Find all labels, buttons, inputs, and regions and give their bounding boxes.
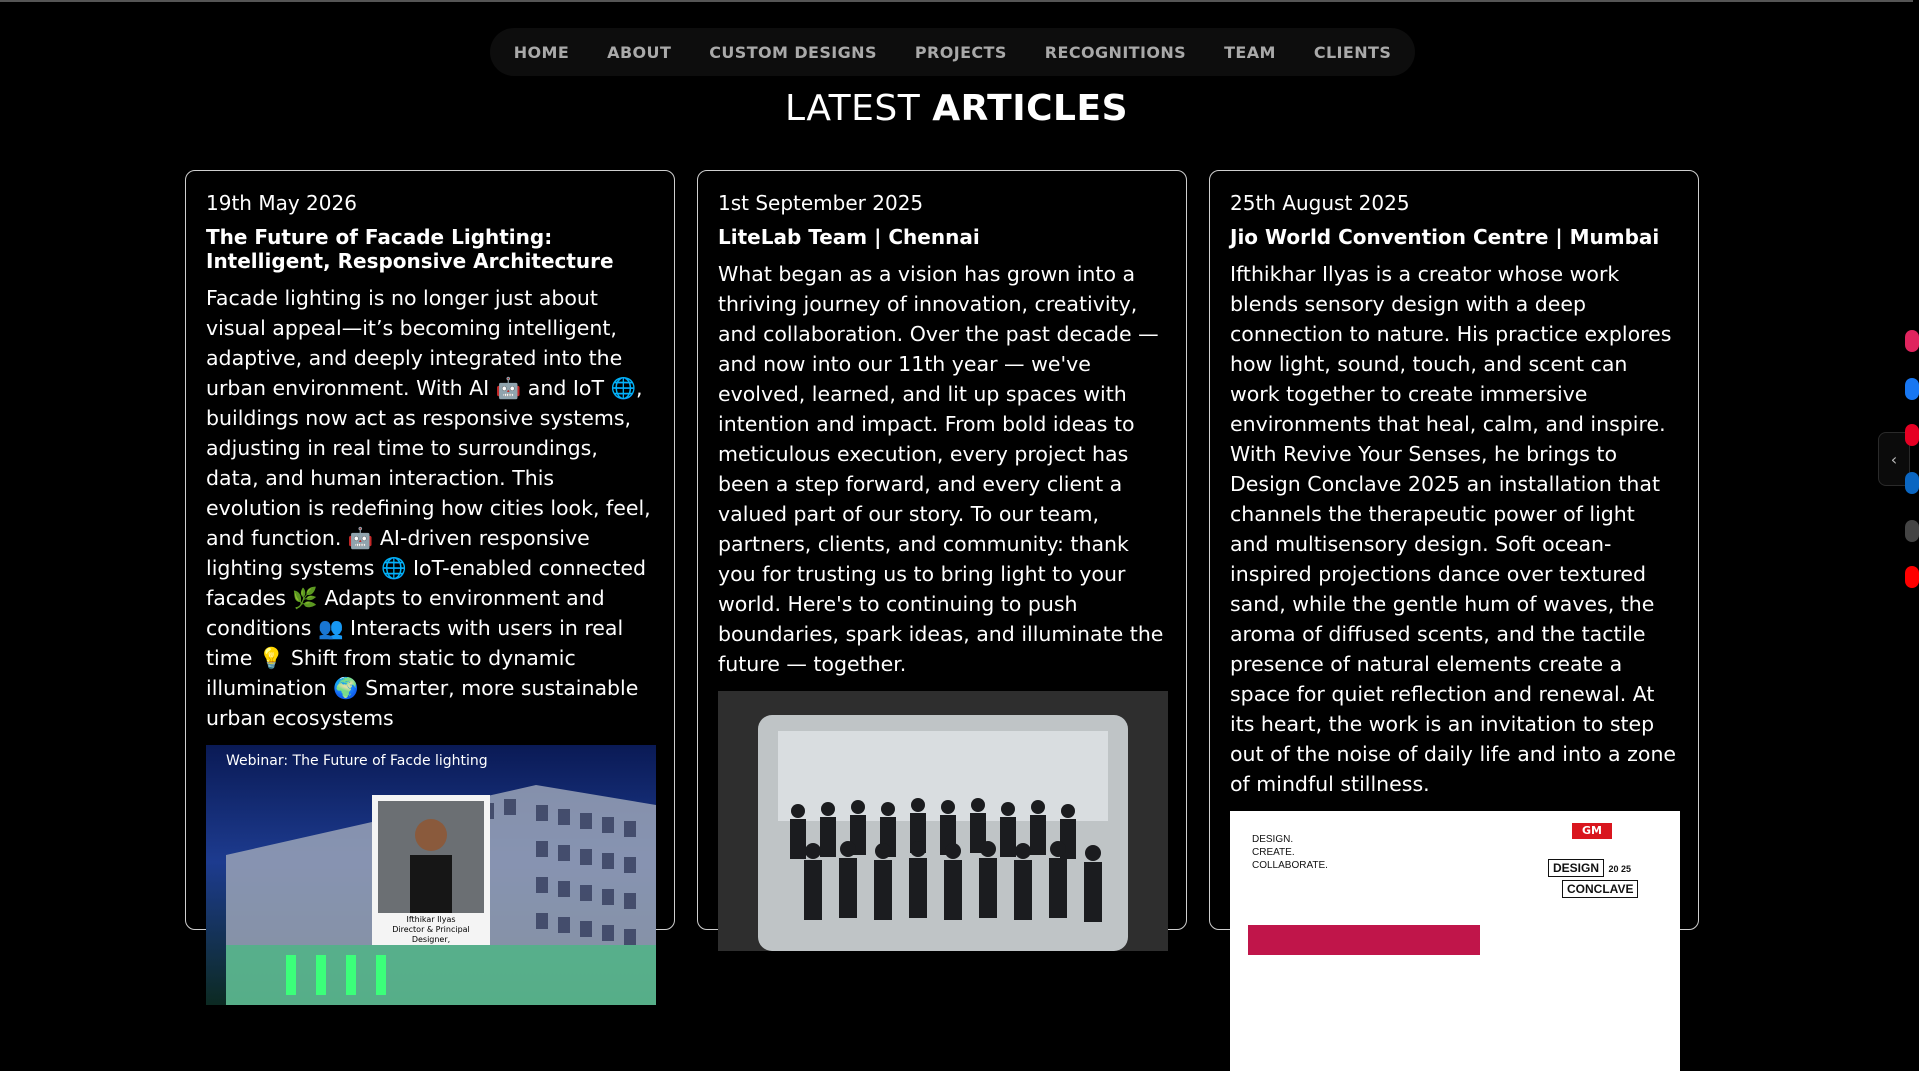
article-title[interactable]: LiteLab Team | Chennai (718, 225, 980, 249)
poster-tagline: CREATE. (1252, 847, 1295, 858)
article-card[interactable] (1209, 170, 1699, 930)
poster-event-line2: CONCLAVE (1562, 880, 1638, 898)
section-heading (0, 88, 1913, 129)
article-body-text: Ifthikhar Ilyas is a creator whose work blends sensory design with a deep connection to nature. His practice explores how light, sound, touch, and scent can work together to create immersive environments that heal, calm, and inspire. With Revive Your Senses, he brings to Design Conclave 2025 an installation that channels the therapeutic power of light and multisensory design. Soft ocean-inspired projections dance over textured sand, while the gentle hum of waves, the aroma of diffused scents, and the tactile presence of natural elements create a space for quiet reflection and renewal. At its heart, the work is an invitation to step out of the noise of daily life and into a zone of mindful stillness. (1230, 262, 1677, 796)
nav-recognitions[interactable]: RECOGNITIONS (1044, 42, 1187, 62)
instagram-icon[interactable] (1905, 330, 1919, 352)
nav-team[interactable]: TEAM (1224, 42, 1276, 62)
article-date: 1st September 2025 (718, 191, 924, 215)
linkedin-icon[interactable] (1905, 472, 1919, 494)
nav-projects[interactable]: PROJECTS (914, 42, 1007, 62)
article-date: 19th May 2026 (206, 191, 357, 215)
article-body-text: What began as a vision has grown into a thriving journey of innovation, creativity, and collaboration. Over the past decade — and now into our 11th year — we've evolved, learned, and lit up spaces with intention and impact. From bold ideas to meticulous execution, every project has been a step forward, and every client a valued part of our story. To our team, partners, clients, and community: thank you for trusting us to bring light to your world. Here's to continuing to push boundaries, spark ideas, and illuminate the future — together. (718, 262, 1164, 676)
social-side-widget (1883, 300, 1913, 620)
speaker-name: Ifthikar Ilyas (406, 915, 456, 924)
nav-custom-designs[interactable]: CUSTOM DESIGNS (709, 42, 877, 62)
article-image[interactable] (1230, 811, 1680, 1071)
poster-red-band (1248, 925, 1480, 955)
article-body (206, 283, 654, 733)
article-date: 25th August 2025 (1230, 191, 1410, 215)
article-body-text: Facade lighting is no longer just about visual appeal—it’s becoming intelligent, adaptive, and deeply integrated into the urban environment. With AI 🤖 and IoT 🌐, buildings now act as responsive systems, adjusting in real time to surroundings, data, and human interaction. This evolution is redefining how cities look, feel, and function. 🤖 AI-driven responsive lighting systems 🌐 IoT-enabled connected facades 🌿 Adapts to environment and conditions 👥 Interacts with users in real time 💡 Shift from static to dynamic illumination 🌍 Smarter, more sustainable urban ecosystems (206, 286, 651, 730)
poster-event-year: 20 25 (1608, 864, 1631, 874)
article-body (1230, 259, 1678, 799)
image-caption: Webinar: The Future of Facde lighting (226, 753, 488, 769)
nav-about[interactable]: ABOUT (607, 42, 672, 62)
article-image[interactable] (718, 691, 1168, 951)
heading-light: LATEST (784, 88, 921, 129)
article-body (718, 259, 1166, 679)
team-photo-graphic (718, 691, 1168, 951)
nav-clients[interactable]: CLIENTS (1313, 42, 1392, 62)
main-nav (490, 28, 1415, 76)
chevron-left-icon[interactable]: ‹ (1878, 432, 1910, 486)
article-card[interactable] (185, 170, 675, 944)
top-border (0, 0, 1913, 2)
poster-event-line1: DESIGN (1548, 859, 1604, 877)
poster-tagline: DESIGN. (1252, 834, 1294, 845)
facade-building-graphic (206, 745, 656, 1005)
article-image[interactable] (206, 745, 656, 1005)
article-title[interactable]: Jio World Convention Centre | Mumbai (1230, 225, 1660, 249)
speaker-role: Director & Principal Designer, (392, 925, 470, 944)
heading-bold: ARTICLES (932, 88, 1129, 129)
facebook-icon[interactable] (1905, 378, 1919, 400)
youtube-icon[interactable] (1905, 566, 1919, 588)
gm-badge: GM (1572, 823, 1612, 839)
poster-tagline: COLLABORATE. (1252, 860, 1328, 871)
x-icon[interactable] (1905, 520, 1919, 542)
nav-home[interactable]: HOME (513, 42, 570, 62)
article-title[interactable]: The Future of Facade Lighting: Intelligent, Responsive Architecture (206, 225, 614, 273)
pinterest-icon[interactable] (1905, 424, 1919, 446)
article-card[interactable] (697, 170, 1187, 930)
